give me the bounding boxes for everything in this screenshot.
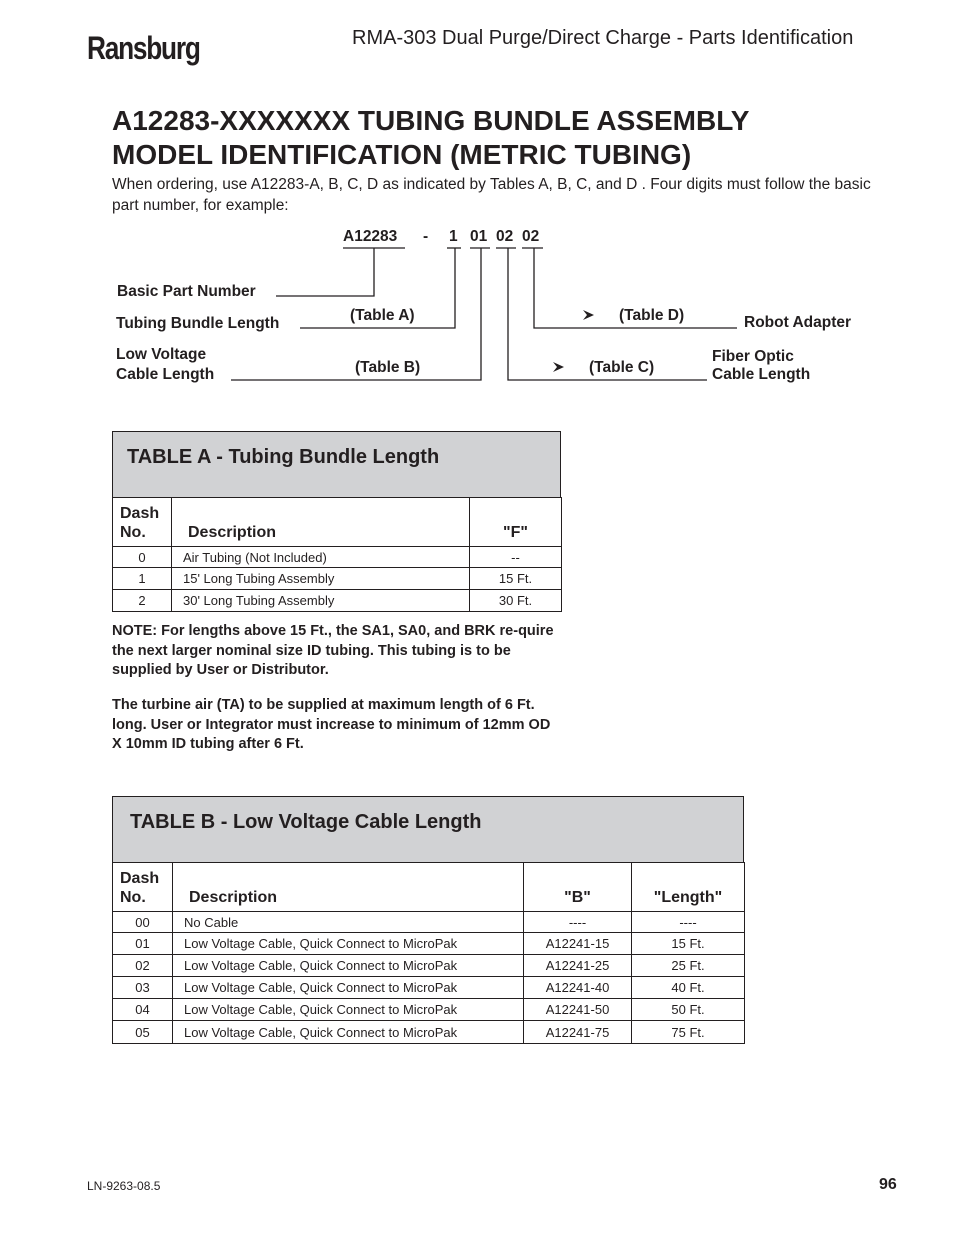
table-b-cell-desc: Low Voltage Cable, Quick Connect to MicroPak [173,933,524,955]
table-a-col-description: Description [172,498,470,547]
part-digit-d: 02 [522,228,540,245]
ransburg-logo: Ransburg [87,30,200,66]
page-number: 96 [879,1176,897,1193]
table-a-cell-f: -- [470,547,562,568]
label-table-d: (Table D) [619,307,685,324]
table-a [112,497,562,612]
label-fiber-optic-cable-length: Cable Length [712,366,811,383]
table-b-cell-dash: 02 [113,955,173,977]
page-title-line-1: A12283-XXXXXXX TUBING BUNDLE ASSEMBLY [112,105,750,136]
table-a-cell-dash: 1 [113,568,172,590]
table-b-header [112,796,744,863]
table-a-header-row [113,498,562,547]
table-b-cell-length: 50 Ft. [632,999,745,1021]
table-a-header [112,431,561,498]
arrow-table-d-icon [583,310,594,320]
table-b-header-row [113,863,745,912]
table-row [113,933,745,955]
table-b [112,862,745,1044]
table-a-cell-dash: 0 [113,547,172,568]
table-row [113,1021,745,1044]
intro-paragraph: When ordering, use A12283-A, B, C, D as indicated by Tables A, B, C, and D . Four digits must follow the basic part number, for example: [112,176,871,214]
diagram-lines [0,0,954,400]
part-dash: - [423,228,429,245]
label-tubing-bundle-length: Tubing Bundle Length [116,315,280,332]
table-a-cell-f: 30 Ft. [470,590,562,612]
table-a-cell-desc: Air Tubing (Not Included) [172,547,470,568]
table-b-cell-b: A12241-75 [524,1021,632,1044]
table-b-cell-b: A12241-50 [524,999,632,1021]
table-row [113,547,562,568]
table-row [113,912,745,933]
table-b-cell-length: 75 Ft. [632,1021,745,1044]
part-digit-a: 1 [449,228,458,245]
table-b-col-b: "B" [524,863,632,912]
table-b-cell-length: 25 Ft. [632,955,745,977]
table-b-cell-length: 15 Ft. [632,933,745,955]
table-a-title: TABLE A - Tubing Bundle Length [127,446,440,468]
table-b-cell-dash: 05 [113,1021,173,1044]
table-b-cell-b: A12241-25 [524,955,632,977]
label-table-c: (Table C) [589,359,655,376]
label-basic-part-number: Basic Part Number [117,283,256,300]
table-b-cell-dash: 00 [113,912,173,933]
label-low-voltage: Low Voltage [116,346,207,363]
table-row [113,955,745,977]
table-b-col-dash: Dash No. [113,863,173,912]
table-a-cell-desc: 15' Long Tubing Assembly [172,568,470,590]
label-fiber-optic: Fiber Optic [712,348,794,365]
table-row [113,590,562,612]
table-row [113,977,745,999]
table-row [113,999,745,1021]
label-robot-adapter: Robot Adapter [744,314,852,331]
table-b-cell-length: 40 Ft. [632,977,745,999]
table-b-cell-desc: Low Voltage Cable, Quick Connect to MicroPak [173,999,524,1021]
table-b-cell-dash: 03 [113,977,173,999]
page-title-line-2: MODEL IDENTIFICATION (METRIC TUBING) [112,139,692,170]
table-b-cell-desc: Low Voltage Cable, Quick Connect to MicroPak [173,977,524,999]
table-b-cell-b: A12241-40 [524,977,632,999]
label-table-b: (Table B) [355,359,421,376]
document-title: RMA-303 Dual Purge/Direct Charge - Parts Identification [352,27,854,49]
part-base-number: A12283 [343,228,398,245]
part-digit-b: 01 [470,228,488,245]
table-a-cell-dash: 2 [113,590,172,612]
table-a-col-f: "F" [470,498,562,547]
part-digit-c: 02 [496,228,514,245]
note-turbine-air: The turbine air (TA) to be supplied at maximum length of 6 Ft. long. User or Integrator must increase to minimum of 12mm OD X 10mm ID tubing after 6 Ft. [112,697,551,752]
label-low-voltage-cable-length: Cable Length [116,366,215,383]
table-b-cell-length: ---- [632,912,745,933]
note-tubing-size: NOTE: For lengths above 15 Ft., the SA1, SA0, and BRK re-quire the next larger nominal size ID tubing. This tubing is to be supplied by User or Distributor. [112,623,554,678]
arrow-table-c-icon [553,362,564,372]
table-b-cell-desc: No Cable [173,912,524,933]
table-a-col-dash: Dash No. [113,498,172,547]
table-row [113,568,562,590]
table-b-title: TABLE B - Low Voltage Cable Length [130,811,482,833]
table-b-cell-b: A12241-15 [524,933,632,955]
table-a-cell-f: 15 Ft. [470,568,562,590]
table-b-cell-desc: Low Voltage Cable, Quick Connect to MicroPak [173,1021,524,1044]
label-table-a: (Table A) [350,307,415,324]
table-b-col-description: Description [173,863,524,912]
document-number: LN-9263-08.5 [87,1179,161,1193]
table-b-cell-dash: 01 [113,933,173,955]
table-b-cell-desc: Low Voltage Cable, Quick Connect to MicroPak [173,955,524,977]
table-b-cell-b: ---- [524,912,632,933]
table-a-cell-desc: 30' Long Tubing Assembly [172,590,470,612]
table-b-cell-dash: 04 [113,999,173,1021]
table-b-col-length: "Length" [632,863,745,912]
